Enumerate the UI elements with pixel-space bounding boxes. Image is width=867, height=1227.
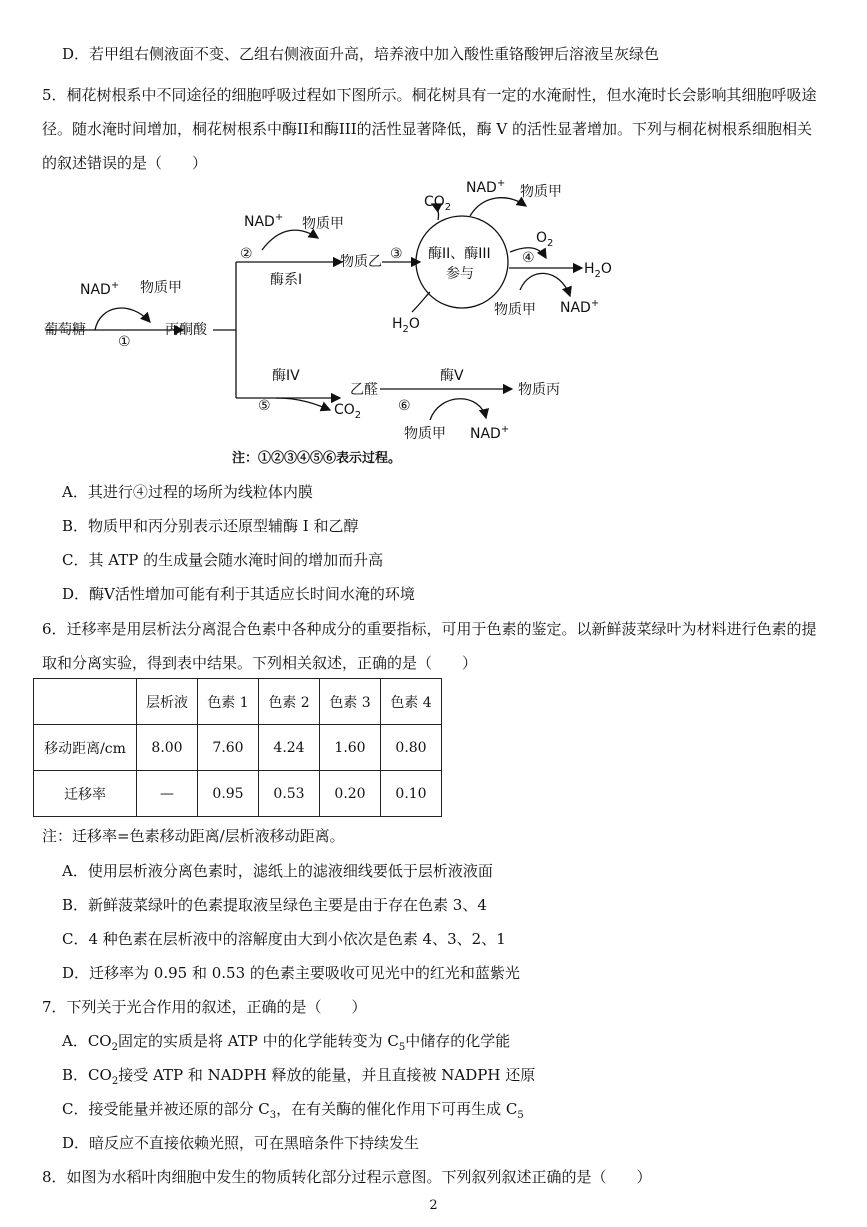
q5-stem-line2: 径。随水淹时间增加，桐花树根系中酶II和酶III的活性显著降低，酶 V 的活性显著增加。下列与桐花树根系细胞相关	[42, 120, 813, 138]
table-cell: —	[137, 771, 198, 817]
substance-a-label-4: 物质甲	[494, 302, 536, 318]
table-header-cell: 层析液	[137, 679, 198, 725]
substance-a-label-1: 物质甲	[140, 280, 182, 296]
q7-option-c: C．接受能量并被还原的部分 $C_3$，在有关酶的催化作用下可再生成 $C_5$	[62, 1100, 524, 1121]
glucose-label: 葡萄糖	[44, 322, 86, 338]
substance-a-label-2: 物质甲	[302, 216, 344, 232]
nad-label-2: NAD+	[244, 212, 284, 230]
co2-label-1: $CO_2$	[424, 194, 452, 213]
q6-option-a: A．使用层析液分离色素时，滤纸上的滤液细线要低于层析液液面	[62, 862, 493, 880]
table-cell: 0.80	[381, 725, 442, 771]
table-cell: 0.20	[320, 771, 381, 817]
enzyme23-label: 酶II、酶III	[428, 246, 491, 262]
process-6-label: ⑥	[398, 398, 411, 414]
substance-b-label: 物质乙	[340, 254, 382, 270]
enzyme23-participate-label: 参与	[446, 266, 474, 282]
o2-label: $O_2$	[536, 230, 554, 249]
pyruvate-label: 丙酮酸	[165, 322, 207, 338]
enzyme-system-1-label: 酶系I	[270, 272, 303, 288]
table-row	[34, 771, 442, 817]
table-header-cell: 色素 4	[381, 679, 442, 725]
process-4-label: ④	[522, 250, 535, 266]
table-cell: 1.60	[320, 725, 381, 771]
enzyme4-label: 酶IV	[272, 368, 300, 384]
acetaldehyde-label: 乙醛	[350, 382, 378, 398]
q5-option-d: D．酶V活性增加可能有利于其适应长时间水淹的环境	[62, 585, 415, 603]
q7-option-d: D．暗反应不直接依赖光照，可在黑暗条件下持续发生	[62, 1134, 420, 1152]
table-cell: 移动距离/cm	[34, 725, 137, 771]
co2-label-2: $CO_2$	[334, 402, 362, 421]
nad-label-1: NAD+	[80, 280, 120, 298]
table-header-cell: 色素 3	[320, 679, 381, 725]
nad-label-4: NAD+	[560, 298, 600, 316]
q7-option-b: B．$CO_2$接受 ATP 和 NADPH 释放的能量，并且直接被 NADPH 还原	[62, 1066, 536, 1087]
respiration-pathway-diagram	[0, 0, 867, 470]
nad-label-5: NAD+	[470, 424, 510, 442]
diagram-note: 注：①②③④⑤⑥表示过程。	[232, 451, 402, 466]
table-cell: 7.60	[198, 725, 259, 771]
q4-option-d: D．若甲组右侧液面不变、乙组右侧液面升高，培养液中加入酸性重铬酸钾后溶液呈灰绿色	[62, 45, 660, 63]
table-cell: 0.10	[381, 771, 442, 817]
process-5-label: ⑤	[258, 398, 271, 414]
q7-option-a: A．$CO_2$固定的实质是将 ATP 中的化学能转变为 $C_5$中储存的化学能	[62, 1032, 511, 1053]
substance-c-label: 物质丙	[518, 382, 560, 398]
pigment-migration-table	[33, 678, 442, 817]
table-row	[34, 725, 442, 771]
substance-a-label-5: 物质甲	[404, 426, 446, 442]
q7-stem: 7．下列关于光合作用的叙述，正确的是（ ）	[42, 998, 367, 1016]
table-header-row	[34, 679, 442, 725]
q6-stem-line1: 6．迁移率是用层析法分离混合色素中各种成分的重要指标，可用于色素的鉴定。以新鲜菠菜绿叶为材料进行色素的提	[42, 620, 817, 638]
table-header-cell: 色素 2	[259, 679, 320, 725]
h2o-label-2: $H_2O$	[584, 261, 612, 280]
table-header-cell	[34, 679, 137, 725]
q6-option-d: D．迁移率为 0.95 和 0.53 的色素主要吸收可见光中的红光和蓝紫光	[62, 964, 520, 982]
process-1-label: ①	[118, 334, 131, 350]
q5-option-b: B．物质甲和丙分别表示还原型辅酶 I 和乙醇	[62, 517, 359, 535]
q6-note: 注：迁移率=色素移动距离/层析液移动距离。	[42, 827, 345, 845]
q5-option-c: C．其 ATP 的生成量会随水淹时间的增加而升高	[62, 551, 384, 569]
h2o-label-1: $H_2O$	[392, 316, 420, 335]
process-3-label: ③	[390, 246, 403, 262]
q5-stem-line3: 的叙述错误的是（ ）	[42, 154, 208, 172]
table-header-cell: 色素 1	[198, 679, 259, 725]
table-cell: 0.95	[198, 771, 259, 817]
q6-option-c: C．4 种色素在层析液中的溶解度由大到小依次是色素 4、3、2、1	[62, 930, 506, 948]
q8-stem: 8．如图为水稻叶肉细胞中发生的物质转化部分过程示意图。下列叙列叙述正确的是（ ）	[42, 1168, 652, 1186]
q5-option-a: A．其进行④过程的场所为线粒体内膜	[62, 483, 313, 501]
nad-label-3: NAD+	[466, 178, 506, 196]
page-number: 2	[429, 1198, 438, 1213]
process-2-label: ②	[240, 246, 253, 262]
table-cell: 0.53	[259, 771, 320, 817]
table-cell: 8.00	[137, 725, 198, 771]
table-cell: 4.24	[259, 725, 320, 771]
substance-a-label-3: 物质甲	[520, 184, 562, 200]
q5-stem-line1: 5．桐花树根系中不同途径的细胞呼吸过程如下图所示。桐花树具有一定的水淹耐性，但水淹时长会影响其细胞呼吸途	[42, 86, 817, 104]
table-cell: 迁移率	[34, 771, 137, 817]
q6-stem-line2: 取和分离实验，得到表中结果。下列相关叙述，正确的是（ ）	[42, 654, 478, 672]
q6-option-b: B．新鲜菠菜绿叶的色素提取液呈绿色主要是由于存在色素 3、4	[62, 896, 487, 914]
enzyme5-label: 酶V	[440, 368, 464, 384]
